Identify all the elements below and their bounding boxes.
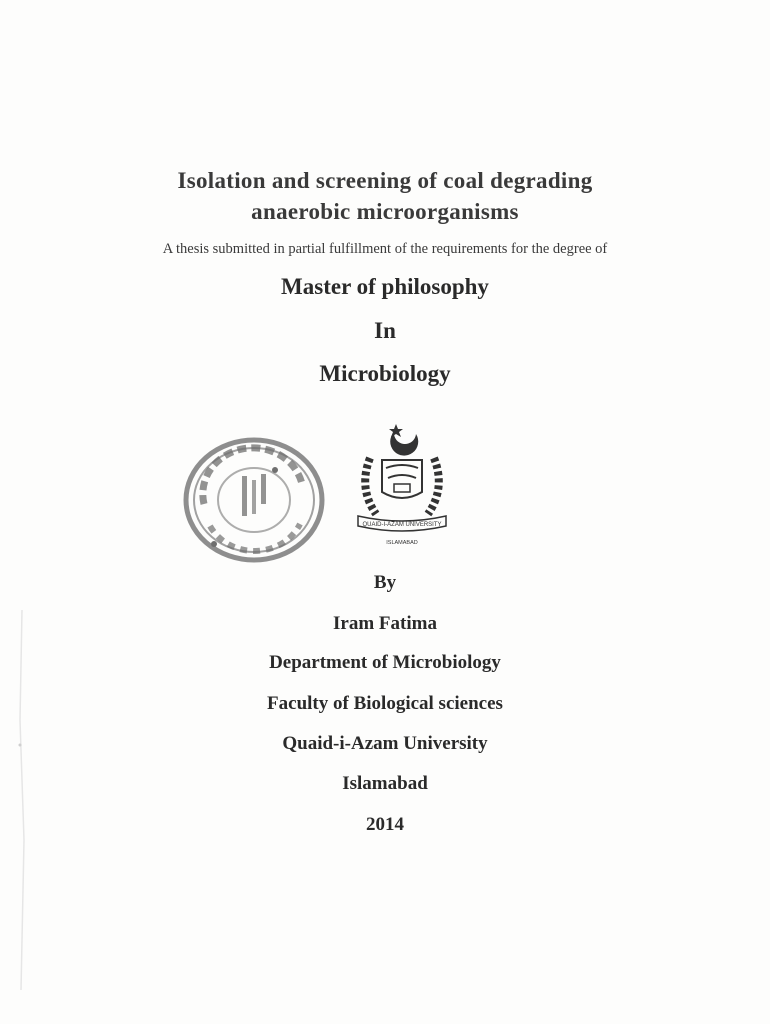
university-logo — [350, 418, 454, 552]
logo-banner-text: QUAID-I-AZAM UNIVERSITY — [362, 522, 442, 528]
degree-name: Master of philosophy — [281, 274, 489, 299]
thesis-title-line-1: Isolation and screening of coal degrading — [177, 168, 593, 193]
faculty-name: Faculty of Biological sciences — [267, 693, 503, 714]
logo-city-text: ISLAMABAD — [386, 540, 418, 546]
author-name: Iram Fatima — [333, 613, 437, 634]
degree-connector: In — [374, 318, 396, 343]
by-label: By — [373, 572, 397, 593]
library-stamp-seal — [182, 434, 326, 564]
year: 2014 — [366, 814, 404, 835]
thesis-title-line-2: anaerobic microorganisms — [251, 199, 519, 224]
university-name: Quaid-i-Azam University — [282, 733, 488, 754]
city-name: Islamabad — [342, 773, 428, 794]
field-of-study: Microbiology — [319, 361, 451, 386]
scan-artifact — [0, 600, 40, 1000]
department-name: Department of Microbiology — [269, 652, 501, 673]
submission-statement: A thesis submitted in partial fulfillment of the requirements for the degree of — [162, 241, 608, 257]
